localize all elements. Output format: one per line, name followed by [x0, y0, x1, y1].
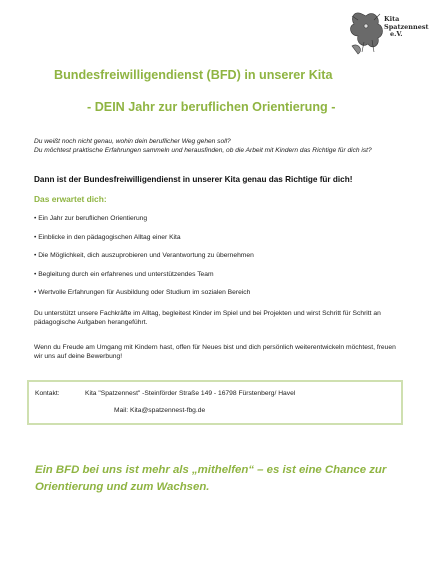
list-item: • Einblicke in den pädagogischen Alltag einer Kita	[34, 233, 181, 241]
list-item: • Ein Jahr zur beruflichen Orientierung	[34, 215, 148, 222]
intro-line-1: Du weißt noch nicht genau, wohin dein beruflicher Weg gehen soll?	[34, 138, 231, 145]
logo-line-3: e.V.	[390, 30, 403, 38]
intro-text	[34, 138, 394, 155]
logo-line-2: Spatzennest	[384, 22, 429, 31]
expect-heading: Das erwartet dich:	[34, 194, 107, 204]
page-title: Bundesfreiwilligendienst (BFD) in unserer Kita	[54, 68, 333, 82]
logo-text	[384, 16, 438, 39]
contact-address: Kita "Spatzennest" -Steinförder Straße 149 - 16798 Fürstenberg/ Havel	[85, 390, 296, 397]
contact-box	[27, 380, 403, 425]
logo-line-1: Kita	[384, 15, 400, 23]
lead-statement: Dann ist der Bundesfreiwilligendienst in unserer Kita genau das Richtige für dich!	[34, 175, 353, 184]
tasks-paragraph: Du unterstützt unsere Fachkräfte im Alltag, begleitest Kinder im Spiel und bei Projekten und wirst Schritt für Schritt an pädagogische Aufgaben herangeführt.	[34, 310, 381, 327]
list-item: • Wertvolle Erfahrungen für Ausbildung oder Studium im sozialen Bereich	[34, 289, 251, 296]
list-item: • Die Möglichkeit, dich auszuprobieren und Verantwortung zu übernehmen	[34, 252, 254, 259]
contact-label: Kontakt:	[35, 390, 60, 397]
list-item: • Begleitung durch ein erfahrenes und unterstützendes Team	[34, 270, 214, 278]
page-subtitle: - DEIN Jahr zur beruflichen Orientierung -	[87, 100, 336, 114]
benefit-list	[34, 214, 414, 307]
contact-email-link[interactable]: Mail: Kita@spatzennest-fbg.de	[114, 407, 206, 414]
intro-line-2: Du möchtest praktische Erfahrungen sammeln und herausfinden, ob die Arbeit mit Kindern das Richtige für dich ist?	[34, 146, 372, 154]
closing-statement: Ein BFD bei uns ist mehr als „mithelfen“ – es ist eine Chance zur Orientierung und zum Wachsen.	[35, 464, 387, 493]
application-paragraph: Wenn du Freude am Umgang mit Kindern hast, offen für Neues bist und dich persönlich weiterentwickeln möchtest, freuen wir uns auf deine Bewerbung!	[34, 344, 396, 361]
